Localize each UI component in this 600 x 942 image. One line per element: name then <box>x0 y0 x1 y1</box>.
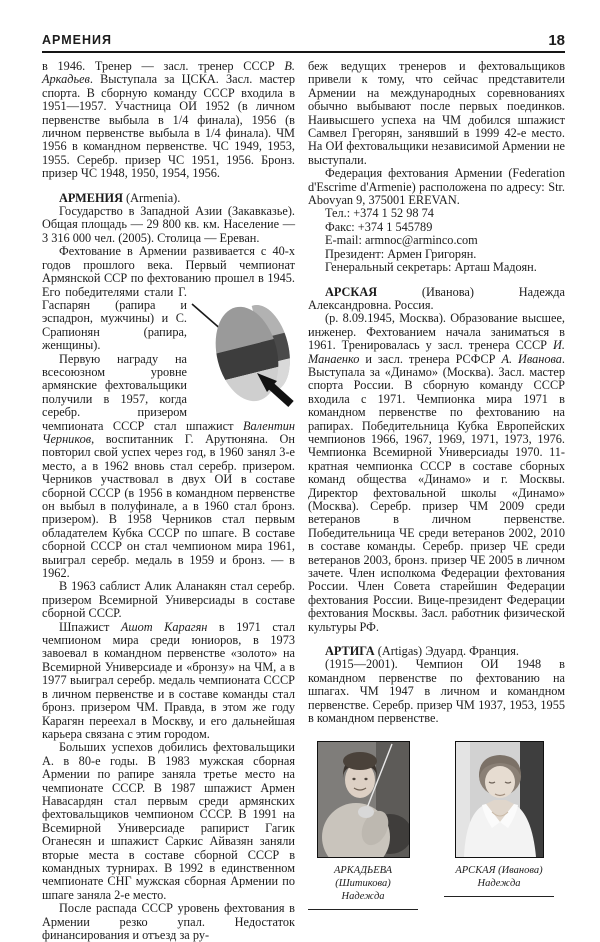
page-header <box>42 30 565 53</box>
paragraph-geography: Государство в Западной Азии (Закавказье). Общая площадь — 29 800 кв. км. Население — 3 316 000 чел. (2005). Столица — Ереван. <box>42 204 295 245</box>
right-column <box>308 60 565 910</box>
contact-email: E-mail: armnoc@arminco.com <box>325 233 478 248</box>
photo-row <box>306 741 556 910</box>
portrait-photo-arkadyeva <box>317 741 410 858</box>
photo-caption <box>444 864 554 897</box>
caption-name: АРКАДЬЕВА (Шитикова) <box>333 864 393 889</box>
running-head-title: АРМЕНИЯ <box>42 33 112 47</box>
paragraph-1980s: Больших успехов добились фехтовальщики А. в 80-е годы. В 1983 мужская сборная Армении по рапире заняла третье место на чемпионате СССР. В 1987 шпажист Армен Навасардян стал первым среди армянских фехтовальщиков чемпионом СССР. В 1991 на Всемирной Универсиаде рапирист Гагик Оганесян и шпажист Саркис Айвазян заняли вторые места в составе сборной СССР в командных турнирах. В 1992 в единственном чемпионате СНГ мужская сборная Армении по шпаге заняла 2-е место. <box>42 740 295 902</box>
paragraph-history: Фехтование в Армении развивается с 40-х годов прошлого века. Первый чемпионат Армянской ССР по фехтованию прошел в 1945. Его победителями стали Г. Гаспарян (рапира и эспадрон, мужчины) и С. Срапионян (рапира, женщины). <box>42 245 295 352</box>
fencing-mask-illustration <box>191 288 295 416</box>
contact-phone: Тел.: +374 1 52 98 74 <box>325 206 434 221</box>
contact-secretary: Генеральный секретарь: Арташ Мадоян. <box>325 260 537 275</box>
entry-title: АРСКАЯ <box>325 284 378 299</box>
entry-heading-arskaya: АРСКАЯ (Иванова) Надежда Александровна. Россия. <box>308 284 565 312</box>
portrait-photo-arskaya <box>455 741 544 858</box>
paragraph-artiga-bio: (1915—2001). Чемпион ОИ 1948 в командном первенстве по фехтованию на шпагах. ЧМ 1947 в личном и командном первенстве. Серебр. призер ЧМ 1937, 1953, 1955 в командном первенстве. <box>308 657 565 726</box>
entry-title: АРМЕНИЯ <box>59 190 123 205</box>
person-name-italic: Валентин Черников <box>42 418 295 446</box>
person-name-italic: Ашот Карагян <box>120 619 208 634</box>
caption-firstname: Надежда <box>477 877 521 889</box>
entry-title: АРТИГА <box>325 644 375 659</box>
entry-heading-armenia: АРМЕНИЯ (Armenia). <box>59 190 181 205</box>
paragraph-continued-arkadyeva: в 1946. Тренер — засл. тренер СССР В. Аркадьев. Выступала за ЦСКА. Засл. мастер спорта. В сборную команду СССР входила в 1951—1957. Участница ОИ 1952 (в личном первенстве выбыла в 1/4 финала), 1956 (в личном первенстве выбыла в 1/4 финала). ЧМ 1956 в командном первенстве. ЧС 1949, 1953, 1955. Серебр. призер ЧС 1951, 1956. Бронз. призер ЧС 1948, 1950, 1954, 1956. <box>42 59 295 181</box>
person-name-italic: А. Иванова <box>501 351 562 366</box>
photo-caption <box>308 864 418 910</box>
page-number: 18 <box>548 32 565 49</box>
left-column <box>42 60 295 942</box>
caption-name: АРСКАЯ (Иванова) <box>455 864 543 876</box>
photo-figure-arskaya <box>442 741 556 910</box>
paragraph-chernikov: Первую награду на всесоюзном уровне армянские фехтовальщики получили в 1957, когда серебр. призером чемпионата СССР стал шпажист Валентин Черников, воспитанник Г. Арутюняна. Он повторил свой успех через год, в 1960 занял 3-е место, а в 1962 вновь стал серебр. призером. Черников участвовал в двух ОИ в составе сборной СССР (в 1956 в командном первенстве он выбыл в полуфинале, а в 1960 стал бронз. призером). В 1958 Черников стал первым обладателем Кубка СССР по шпаге. В составе сборной СССР он стал чемпионом мира 1961, выиграл серебр. медаль в 1959 и бронз. — в 1962. <box>42 351 295 581</box>
contact-fax: Факс: +374 1 545789 <box>325 219 433 234</box>
paragraph-alanakyan: В 1963 саблист Алик Аланакян стал серебр. призером Всемирной Универсиады в составе сборной СССР. <box>42 579 295 621</box>
paragraph-federation-address: Федерация фехтования Армении (Federation d'Escrime d'Armenie) расположена по адресу: Str. Abovyan 9, 375001 EREVAN. <box>308 166 565 208</box>
entry-heading-artiga: АРТИГА (Artigas) Эдуард. Франция. <box>325 644 519 659</box>
person-name-italic: И. Манаенко <box>308 338 565 366</box>
paragraph-decline: После распада СССР уровень фехтования в Армении резко упал. Недостаток финансирования и отъезд за ру- <box>42 901 295 942</box>
contact-president: Президент: Армен Григорян. <box>325 246 477 261</box>
caption-firstname: Надежда <box>341 890 385 902</box>
paragraph-karagyan: Шпажист Ашот Карагян в 1971 стал чемпионом мира среди юниоров, в 1973 завоевал в командном первенстве «золото» на Всемирной Универсиаде и «бронзу» на ЧМ, а в 1977 выиграл серебр. медаль чемпионата СССР в личном первенстве и в составе команды стал бронз. призером ЧМ. Правда, в этом же году Карагян переехал в Москву, и его дальнейшая карьера связана с этим городом. <box>42 619 296 741</box>
paragraph-arskaya-bio: (р. 8.09.1945, Москва). Образование высшее, инженер. Фехтованием начала заниматься в 1961. Тренировалась у засл. тренера СССР И. Манаенко и засл. тренера РСФСР А. Иванова. Выступала за «Динамо» (Москва). Засл. мастер спорта России. В сборную команду СССР входила с 1971. Чемпионка мира 1971 в командном первенстве по фехтованию на рапирах. Победительница Кубка Европейских чемпионов 1966, 1967, 1969, 1971, 1973, 1976. Чемпионка Всемирной Универсиады 1970. 11-кратная чемпионка СССР в составе сборных команд общества «Динамо» и г. Москвы. Директор фехтовальной школы «Динамо» (Москва). Серебр. призер ЧМ 2009 среди ветеранов в личном первенстве. Победительница ЧЕ среди ветеранов 2002, 2010 в составе команды. Серебр. призер ЧЕ среди ветеранов 2003, бронз. призер ЧЕ 2005 в личном зачете. Член исполкома Федерации фехтования России. Член Совета старейшин Федерации фехтования России. Вице-президент Федерации фехтования Москвы. Засл. работник физической культуры РФ. <box>308 311 565 634</box>
paragraph-continued-decline: беж ведущих тренеров и фехтовальщиков привели к тому, что сейчас представители Армении на международных соревнованиях обычно выбывают после первых поединков. Наивысшего успеха на ЧМ добился шпажист Самвел Грегорян, занявший в 1999 42-е место. На ОИ фехтовальщики независимой Армении не выступали. <box>308 59 565 167</box>
photo-figure-arkadyeva <box>306 741 420 910</box>
person-name-italic: В. Аркадьев <box>42 59 295 87</box>
